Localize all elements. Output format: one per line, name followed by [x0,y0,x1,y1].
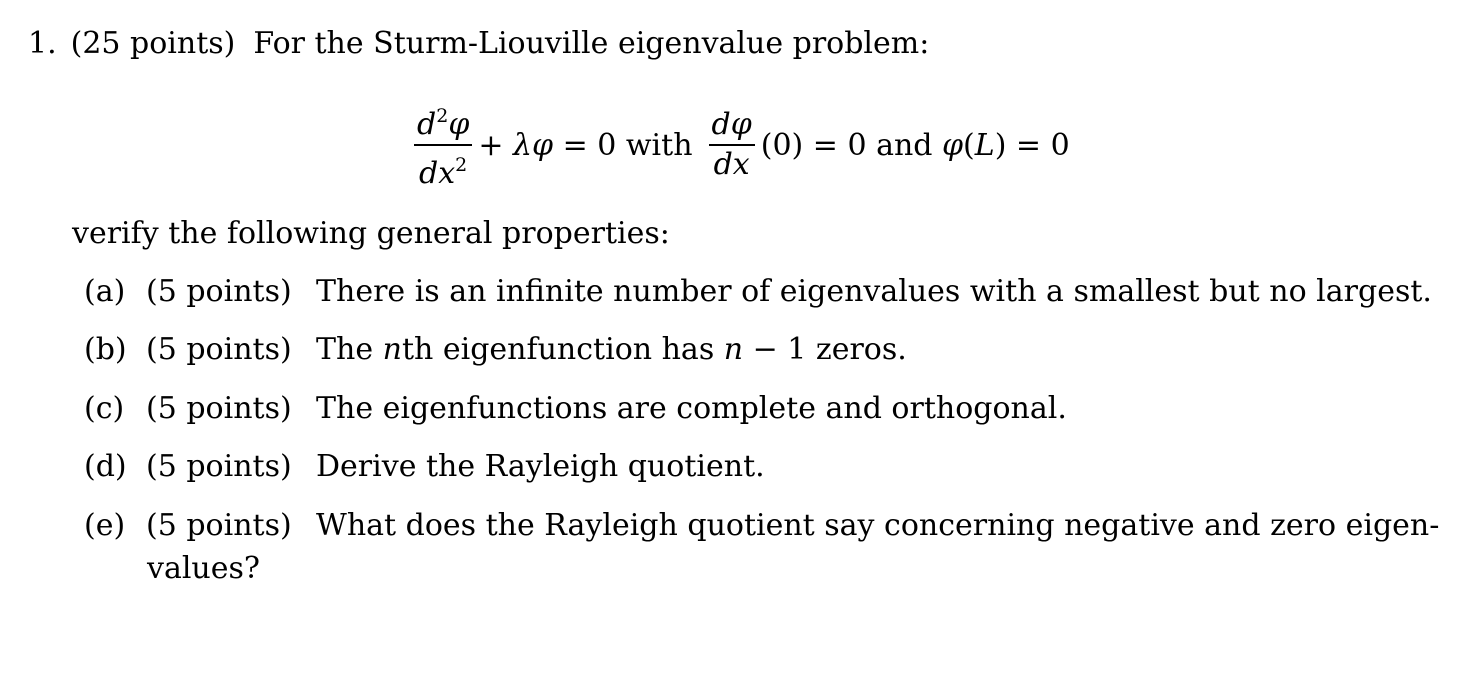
problem-title: For the Sturm-Liouville eigenvalue problem: [253,26,930,61]
item-text-n: n [382,332,402,367]
item-text-mid: th eigenfunction has [401,332,724,367]
item-text: Derive the Rayleigh quotient. [316,449,765,484]
item-label: (c) [84,391,125,426]
frac2-denominator: dx [713,147,750,182]
item-points: (5 points) [146,274,292,309]
item-text: The eigenfunctions are complete and orthogonal. [316,391,1067,426]
problem-points: (25 points) [70,26,236,61]
fraction-bar [414,144,472,146]
item-points: (5 points) [146,332,292,367]
item-label: (b) [84,332,127,367]
item-text-n2: n [723,332,744,367]
equation-tail: (0) = 0 and φ(L) = 0 [760,127,1070,163]
item-text-continuation: values? [147,551,260,586]
equation-middle: + λφ = 0 with [478,127,693,163]
item-text-pre: The [316,332,383,367]
item-text: What does the Rayleigh quotient say concerning negative and zero eigen- [316,508,1440,543]
second-derivative-fraction [414,99,472,191]
item-points: (5 points) [146,508,292,543]
item-text-post: − 1 zeros. [743,332,907,367]
problem-number: 1. [28,26,57,61]
fraction-bar [709,144,755,146]
problem-header [28,26,929,62]
list-item [84,274,1432,310]
item-label: (d) [84,449,127,484]
frac2-numerator: dφ [711,107,752,142]
intro-text: verify the following general properties: [72,216,670,251]
item-label: (a) [84,274,126,309]
list-item [84,332,907,368]
item-points: (5 points) [146,449,292,484]
list-item [84,391,1067,427]
frac1-numerator: $d^2\varphi$ [417,105,470,142]
list-item [84,508,1439,544]
item-label: (e) [84,508,126,543]
item-text: There is an infinite number of eigenvalues with a smallest but no largest. [316,274,1432,309]
first-derivative-fraction [709,108,755,182]
sturm-liouville-equation [408,100,1070,190]
frac1-denominator: $dx^2$ [419,154,468,191]
list-item [84,449,765,485]
item-points: (5 points) [146,391,292,426]
